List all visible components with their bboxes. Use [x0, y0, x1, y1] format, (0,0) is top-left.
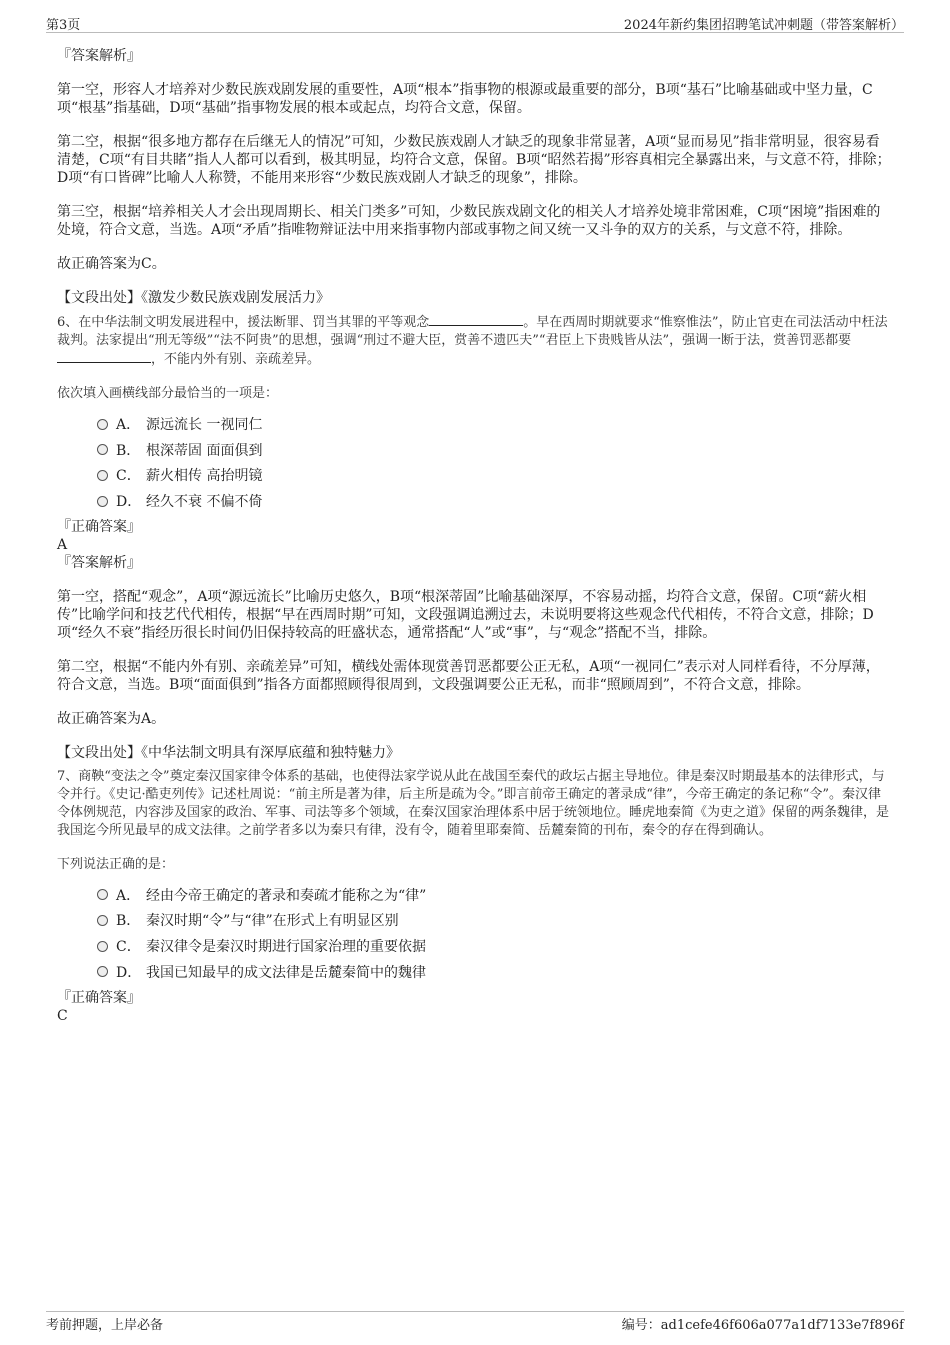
source-citation: 【文段出处】《中华法制文明具有深厚底蕴和独特魅力》: [57, 744, 400, 761]
fill-blank: [57, 350, 151, 363]
radio-button-icon[interactable]: [97, 419, 108, 430]
question-6-options: [97, 413, 892, 516]
footer-slogan: 考前押题，上岸必备: [46, 1318, 164, 1333]
page-header: [0, 0, 950, 34]
option-b[interactable]: B． 根深蒂固 面面俱到: [97, 439, 892, 465]
radio-button-icon[interactable]: [97, 889, 108, 900]
analysis-heading: 『答案解析』: [57, 48, 141, 64]
analysis-heading: 『答案解析』: [57, 554, 141, 571]
analysis-paragraph: 第三空，根据“培养相关人才会出现周期长、相关门类多”可知，少数民族戏剧文化的相关人才培养处境非常困难，C项“困境”指困难的处境，符合文意，当选。A项“矛盾”指唯物辩证法中用来指事物内部或事物之间又统一又斗争的双方的关系，与文意不符，排除。: [57, 204, 881, 238]
analysis-conclusion: 故正确答案为A。: [57, 710, 166, 727]
option-c[interactable]: C． 秦汉律令是秦汉时期进行国家治理的重要依据: [97, 935, 892, 961]
answer-heading: 『正确答案』: [57, 518, 141, 535]
correct-answer: C: [57, 1007, 68, 1024]
radio-button-icon[interactable]: [97, 966, 108, 977]
analysis-paragraph: 第一空，搭配“观念”，A项“源远流长”比喻历史悠久，B项“根深蒂固”比喻基础深厚，不容易动摇，均符合文意，保留。C项“薪火相传”比喻学问和技艺代代相传，根据“早在西周时期”可知，文段强调追溯过去，未说明要将这些观念代代相传，不符合文意，排除；D项“经久不衰”指经历很长时间仍旧保持较高的旺盛状态，通常搭配“人”或“事”，与“观念”搭配不当，排除。: [57, 588, 874, 641]
radio-button-icon[interactable]: [97, 470, 108, 481]
question-7-stem: 7、商鞅“变法之令”奠定秦汉国家律令体系的基础，也使得法家学说从此在战国至秦代的政坛占据主导地位。律是秦汉时期最基本的法律形式，与令并行。《史记·酷吏列传》记述杜周说：“前主所是著为律，后主所是疏为令。”即言前帝王确定的著录成“律”，今帝王确定的条记称“令”。秦汉律令体例规范，内容涉及国家的政治、军事、司法等多个领域，在秦汉国家治理体系中居于统领地位。睡虎地秦简《为吏之道》保留的两条魏律，是我国迄今所见最早的成文法律。之前学者多以为秦只有律，没有令，随着里耶秦简、岳麓秦简的刊布，秦令的存在得到确认。: [57, 768, 890, 838]
question-7-options: [97, 884, 892, 987]
answer-heading: 『正确答案』: [57, 989, 141, 1006]
question-7-prompt: 下列说法正确的是：: [57, 856, 175, 872]
option-a[interactable]: A． 经由今帝王确定的著录和奏疏才能称之为“律”: [97, 884, 892, 910]
analysis-paragraph: 第二空，根据“不能内外有别、亲疏差异”可知，横线处需体现赏善罚恶都要公正无私，A项“一视同仁”表示对人同样看待，不分厚薄，符合文意，当选。B项“面面俱到”指各方面都照顾得很周到，文段强调要公正无私，而非“照顾周到”，不符合文意，排除。: [57, 658, 880, 693]
correct-answer: A: [57, 536, 68, 553]
analysis-conclusion: 故正确答案为C。: [57, 256, 166, 272]
radio-button-icon[interactable]: [97, 915, 108, 926]
option-c[interactable]: C． 薪火相传 高抬明镜: [97, 464, 892, 490]
option-d[interactable]: D． 我国已知最早的成文法律是岳麓秦简中的魏律: [97, 961, 892, 987]
document-id: 编号：ad1cefe46f606a077a1df7133e7f896f: [621, 1318, 904, 1333]
footer-divider: [46, 1311, 904, 1312]
page-number: 第3页: [46, 18, 81, 33]
page-content: [57, 45, 892, 1025]
analysis-paragraph: 第一空，形容人才培养对少数民族戏剧发展的重要性，A项“根本”指事物的根源或最重要的部分，B项“基石”比喻基础或中坚力量，C项“根基”指基础，D项“基础”指事物发展的根本或起点，均符合文意，保留。: [57, 82, 873, 116]
question-6-stem: 6、在中华法制文明发展进程中，援法断罪、罚当其罪的平等观念 。早在西周时期就要求“惟察惟法”，防止官吏在司法活动中枉法裁判。法家提出“刑无等级”“法不阿贵”的思想，强调“刑过不避大臣，赏善不遗匹夫”“君臣上下贵贱皆从法”，强调一断于法，赏善罚恶都要，不能内外有别、亲疏差异。: [57, 315, 888, 367]
radio-button-icon[interactable]: [97, 496, 108, 507]
analysis-paragraph: 第二空，根据“很多地方都存在后继无人的情况”可知，少数民族戏剧人才缺乏的现象非常显著，A项“显而易见”指非常明显，很容易看清楚，C项“有目共睹”指人人都可以看到，极其明显，均符合文意，保留。B项“昭然若揭”形容真相完全暴露出来，与文意不符，排除；D项“有口皆碑”比喻人人称赞，不能用来形容“少数民族戏剧人才缺乏的现象”，排除。: [57, 134, 891, 186]
question-6-prompt: 依次填入画横线部分最恰当的一项是：: [57, 386, 279, 401]
header-divider: [46, 32, 904, 33]
source-citation: 【文段出处】《激发少数民族戏剧发展活力》: [57, 290, 330, 306]
radio-button-icon[interactable]: [97, 941, 108, 952]
option-a[interactable]: A． 源远流长 一视同仁: [97, 413, 892, 439]
radio-button-icon[interactable]: [97, 444, 108, 455]
document-title: 2024年新约集团招聘笔试冲刺题（带答案解析）: [623, 18, 904, 33]
option-b[interactable]: B． 秦汉时期“令”与“律”在形式上有明显区别: [97, 909, 892, 935]
option-d[interactable]: D． 经久不衰 不偏不倚: [97, 490, 892, 516]
fill-blank: [429, 313, 523, 326]
